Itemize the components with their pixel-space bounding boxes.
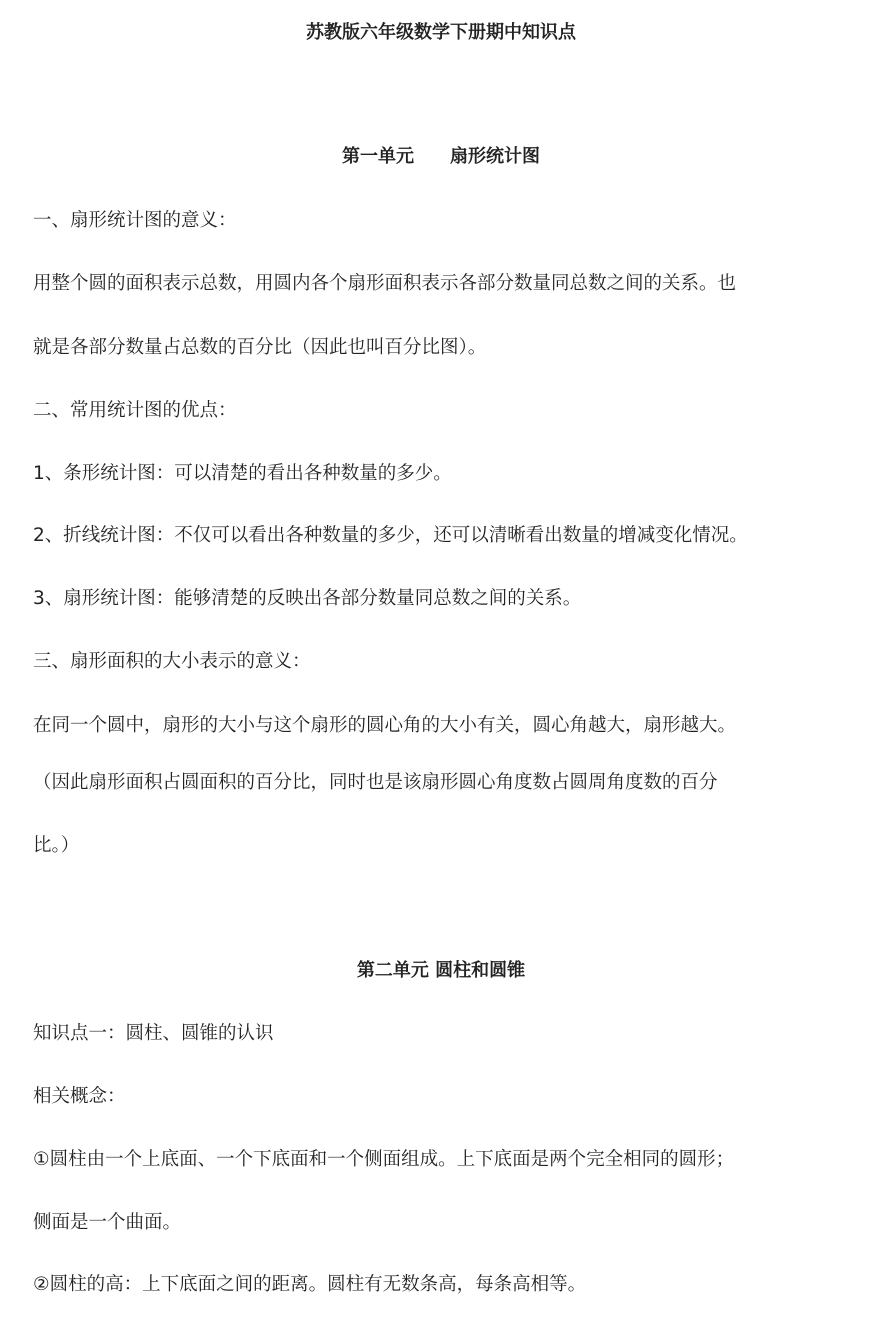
list-item: 1、条形统计图：可以清楚的看出各种数量的多少。 xyxy=(33,463,452,484)
section1-heading: 一、扇形统计图的意义： xyxy=(33,210,237,231)
paragraph-line: 侧面是一个曲面。 xyxy=(33,1212,182,1233)
unit1-heading: 第一单元 扇形统计图 xyxy=(342,146,540,167)
paragraph-line: 就是各部分数量占总数的百分比（因此也叫百分比图）。 xyxy=(33,337,487,358)
paragraph-line: 在同一个圆中，扇形的大小与这个扇形的圆心角的大小有关，圆心角越大，扇形越大。 xyxy=(33,715,737,736)
paragraph-line: （因此扇形面积占圆面积的百分比，同时也是该扇形圆心角度数占圆周角度数的百分 xyxy=(33,772,718,793)
section2-heading: 二、常用统计图的优点： xyxy=(33,400,237,421)
paragraph-line: ①圆柱由一个上底面、一个下底面和一个侧面组成。上下底面是两个完全相同的圆形； xyxy=(33,1149,735,1170)
concepts-heading: 相关概念： xyxy=(33,1086,126,1107)
list-item: 3、扇形统计图：能够清楚的反映出各部分数量同总数之间的关系。 xyxy=(33,588,582,609)
knowledge-point-heading: 知识点一：圆柱、圆锥的认识 xyxy=(33,1023,274,1044)
document-title: 苏教版六年级数学下册期中知识点 xyxy=(306,22,576,43)
paragraph-line: 用整个圆的面积表示总数，用圆内各个扇形面积表示各部分数量同总数之间的关系。也 xyxy=(33,273,737,294)
list-item: 2、折线统计图：不仅可以看出各种数量的多少，还可以清晰看出数量的增减变化情况。 xyxy=(33,525,748,546)
paragraph-line: 比。） xyxy=(33,835,80,856)
paragraph-line: ②圆柱的高：上下底面之间的距离。圆柱有无数条高，每条高相等。 xyxy=(33,1274,587,1295)
unit2-heading: 第二单元 圆柱和圆锥 xyxy=(356,960,526,981)
section3-heading: 三、扇形面积的大小表示的意义： xyxy=(33,651,311,672)
